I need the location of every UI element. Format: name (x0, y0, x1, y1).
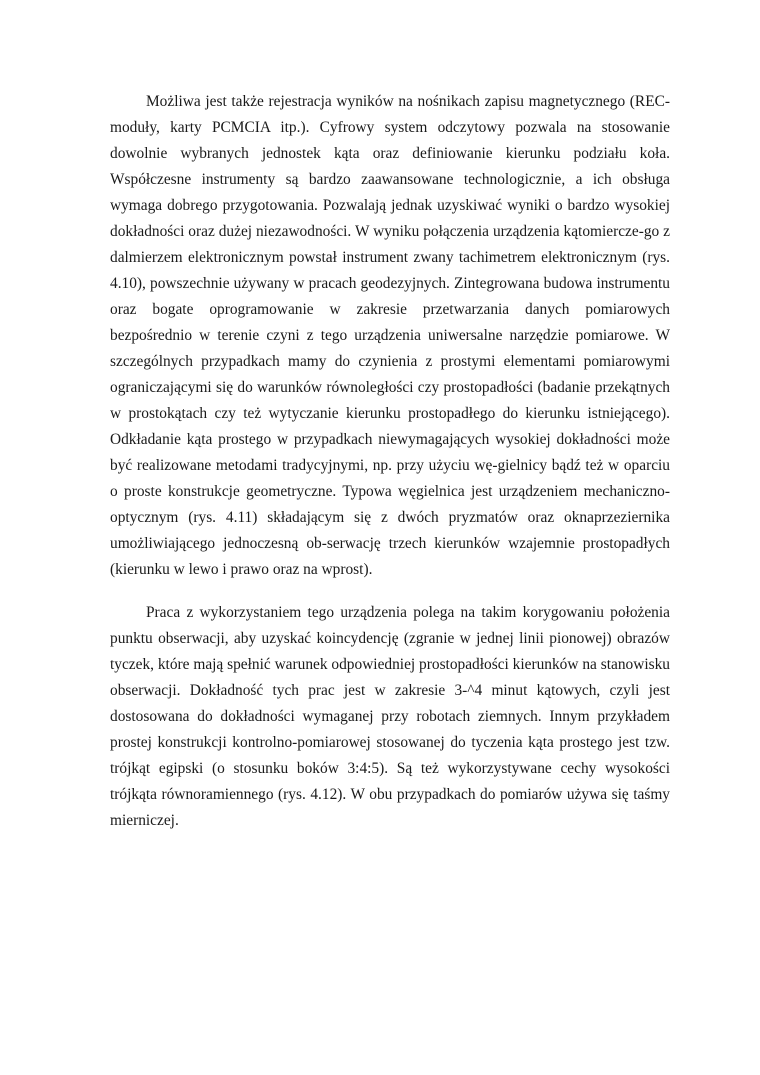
paragraph-2: Praca z wykorzystaniem tego urządzenia polega na takim korygowaniu położenia punktu obserwacji, aby uzyskać koincydencję (zgranie w jednej linii pionowej) obrazów tyczek, które mają spełnić warunek odpowiedniej prostopadłości kierunków na stanowisku obserwacji. Dokładność tych prac jest w zakresie 3-^4 minut kątowych, czyli jest dostosowana do dokładności wymaganej przy robotach ziemnych. Innym przykładem prostej konstrukcji kontrolno-pomiarowej stosowanej do tyczenia kąta prostego jest tzw. trójkąt egipski (o stosunku boków 3:4:5). Są też wykorzystywane cechy wysokości trójkąta równoramiennego (rys. 4.12). W obu przypadkach do pomiarów używa się taśmy mierniczej. (110, 604, 670, 829)
paragraph-2-block (110, 600, 670, 834)
paragraph-1: Możliwa jest także rejestracja wyników na nośnikach zapisu magnetycznego (REC-moduły, karty PCMCIA itp.). Cyfrowy system odczytowy pozwala na stosowanie dowolnie wybranych jednostek kąta oraz definiowanie kierunku podziału koła. Współczesne instrumenty są bardzo zaawansowane technologicznie, a ich obsługa wymaga dobrego przygotowania. Pozwalają jednak uzyskiwać wyniki o bardzo wysokiej dokładności oraz dużej niezawodności. W wyniku połączenia urządzenia kątomiercze-go z dalmierzem elektronicznym powstał instrument zwany tachimetrem elektronicznym (rys. 4.10), powszechnie używany w pracach geodezyjnych. Zintegrowana budowa instrumentu oraz bogate oprogramowanie w zakresie przetwarzania danych pomiarowych bezpośrednio w terenie czyni z tego urządzenia uniwersalne narzędzie pomiarowe. W szczególnych przypadkach mamy do czynienia z prostymi elementami pomiarowymi ograniczającymi się do warunków równoległości czy prostopadłości (badanie przekątnych w prostokątach czy też wytyczanie kierunku prostopadłego do kierunku istniejącego). Odkładanie kąta prostego w przypadkach niewymagających wysokiej dokładności może być realizowane metodami tradycyjnymi, np. przy użyciu wę-gielnicy bądź też w oparciu o proste konstrukcje geometryczne. Typowa węgielnica jest urządzeniem mechaniczno-optycznym (rys. 4.11) składającym się z dwóch pryzmatów oraz oknaprzeziernika umożliwiającego jednoczesną ob-serwację trzech kierunków wzajemnie prostopadłych (kierunku w lewo i prawo oraz na wprost). (110, 93, 670, 578)
paragraph-1-block (110, 89, 670, 583)
